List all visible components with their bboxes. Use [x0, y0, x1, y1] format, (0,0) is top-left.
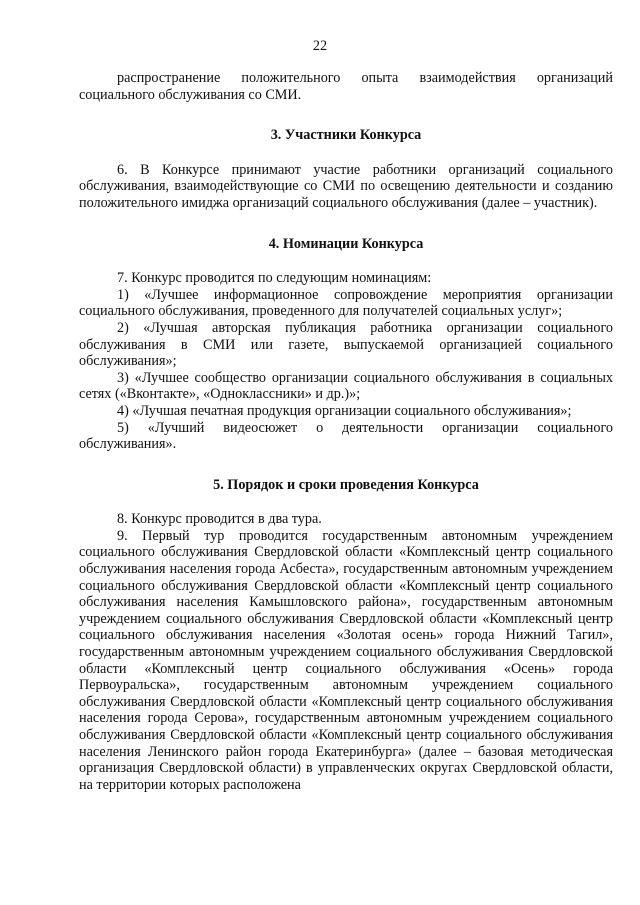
nomination-item-4: 4) «Лучшая печатная продукция организации социального обслуживания»; [117, 402, 572, 419]
continuation-paragraph: распространение положительного опыта взаимодействия организаций социального обслуживания со СМИ. [79, 70, 613, 103]
page-number: 22 [312, 38, 328, 54]
document-body [79, 70, 613, 793]
nomination-item-5: 5) «Лучший видеосюжет о деятельности организации социального обслуживания». [79, 419, 613, 453]
paragraph-8: 8. Конкурс проводится в два тура. [117, 511, 322, 528]
paragraph-9: 9. Первый тур проводится государственным автономным учреждением социального обслуживания Свердловской области «Комплексный центр социального обслуживания населения города Асбеста», государственным автономным учреждением социального обслуживания Свердловской области «Комплексный центр социального обслуживания населения Камышловского района», государственным автономным учреждением социального обслуживания Свердловской области «Комплексный центр социального обслуживания населения «Золотая осень» города Нижний Тагил», государственным автономным учреждением социального обслуживания Свердловской области «Комплексный центр социального обслуживания «Осень» города Первоуральска», государственным автономным учреждением социального обслуживания Свердловской области «Комплексный центр социального обслуживания населения города Серова», государственным автономным учреждением социального обслуживания Свердловской области «Комплексный центр социального обслуживания населения Ленинского район города Екатеринбурга» (далее – базовая методическая организация Свердловской области) в управленческих округах Свердловской области, на территории которых расположена [79, 527, 613, 793]
section-3-heading: 3. Участники Конкурса [270, 127, 422, 144]
section-4-heading: 4. Номинации Конкурса [268, 235, 424, 252]
paragraph-7: 7. Конкурс проводится по следующим номинациям: [117, 270, 432, 287]
nomination-item-3: 3) «Лучшее сообщество организации социального обслуживания в социальных сетях («Вконтакте», «Одноклассники» и др.)»; [79, 369, 613, 403]
section-5-heading: 5. Порядок и сроки проведения Конкурса [213, 476, 479, 493]
nomination-item-2: 2) «Лучшая авторская публикация работника организации социального обслуживания в СМИ или газете, выпускаемой организацией социального обслуживания»; [79, 319, 613, 370]
nomination-item-1: 1) «Лучшее информационное сопровождение мероприятия организации социального обслуживания, проведенного для получателей социальных услуг»; [79, 286, 613, 320]
paragraph-6: 6. В Конкурсе принимают участие работники организаций социального обслуживания, взаимодействующие со СМИ по освещению деятельности и созданию положительного имиджа организаций социального обслуживания (далее – участник). [79, 161, 613, 211]
